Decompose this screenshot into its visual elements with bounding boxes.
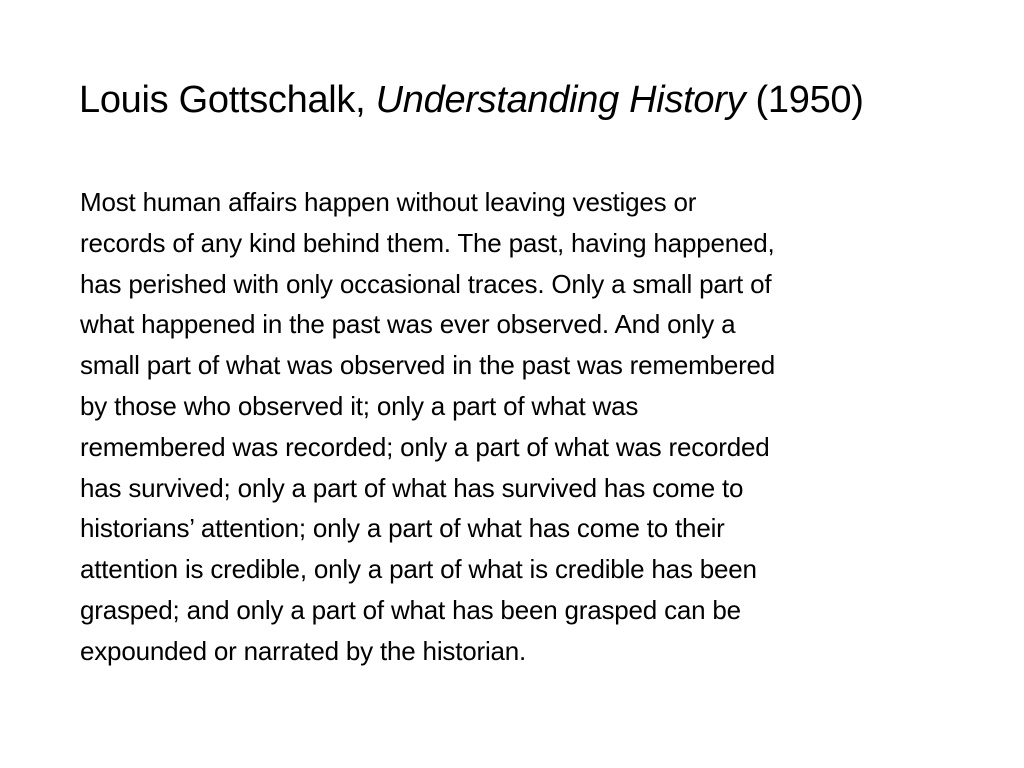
quote-line: by those who observed it; only a part of what was <box>80 390 639 421</box>
quote-line: has perished with only occasional traces. Only a small part of <box>80 268 772 299</box>
quote-line: records of any kind behind them. The past, having happened, <box>80 227 775 258</box>
quote-line: grasped; and only a part of what has been grasped can be <box>80 594 741 625</box>
quote-line: historians’ attention; only a part of what has come to their <box>80 513 725 544</box>
quote-line: has survived; only a part of what has survived has come to <box>80 472 744 503</box>
quote-line: what happened in the past was ever observed. And only a <box>80 309 736 340</box>
quote-body <box>80 182 960 672</box>
quote-line: small part of what was observed in the past was remembered <box>80 350 776 381</box>
quote-line: Most human affairs happen without leaving vestiges or <box>80 187 697 217</box>
slide-title <box>79 74 959 126</box>
title-book: Understanding History <box>375 79 746 121</box>
title-year: (1950) <box>745 79 864 121</box>
quote-line: remembered was recorded; only a part of what was recorded <box>80 431 770 462</box>
quote-line: attention is credible, only a part of what is credible has been <box>80 554 757 585</box>
title-author: Louis Gottschalk, <box>79 79 376 121</box>
quote-line: expounded or narrated by the historian. <box>80 635 527 666</box>
